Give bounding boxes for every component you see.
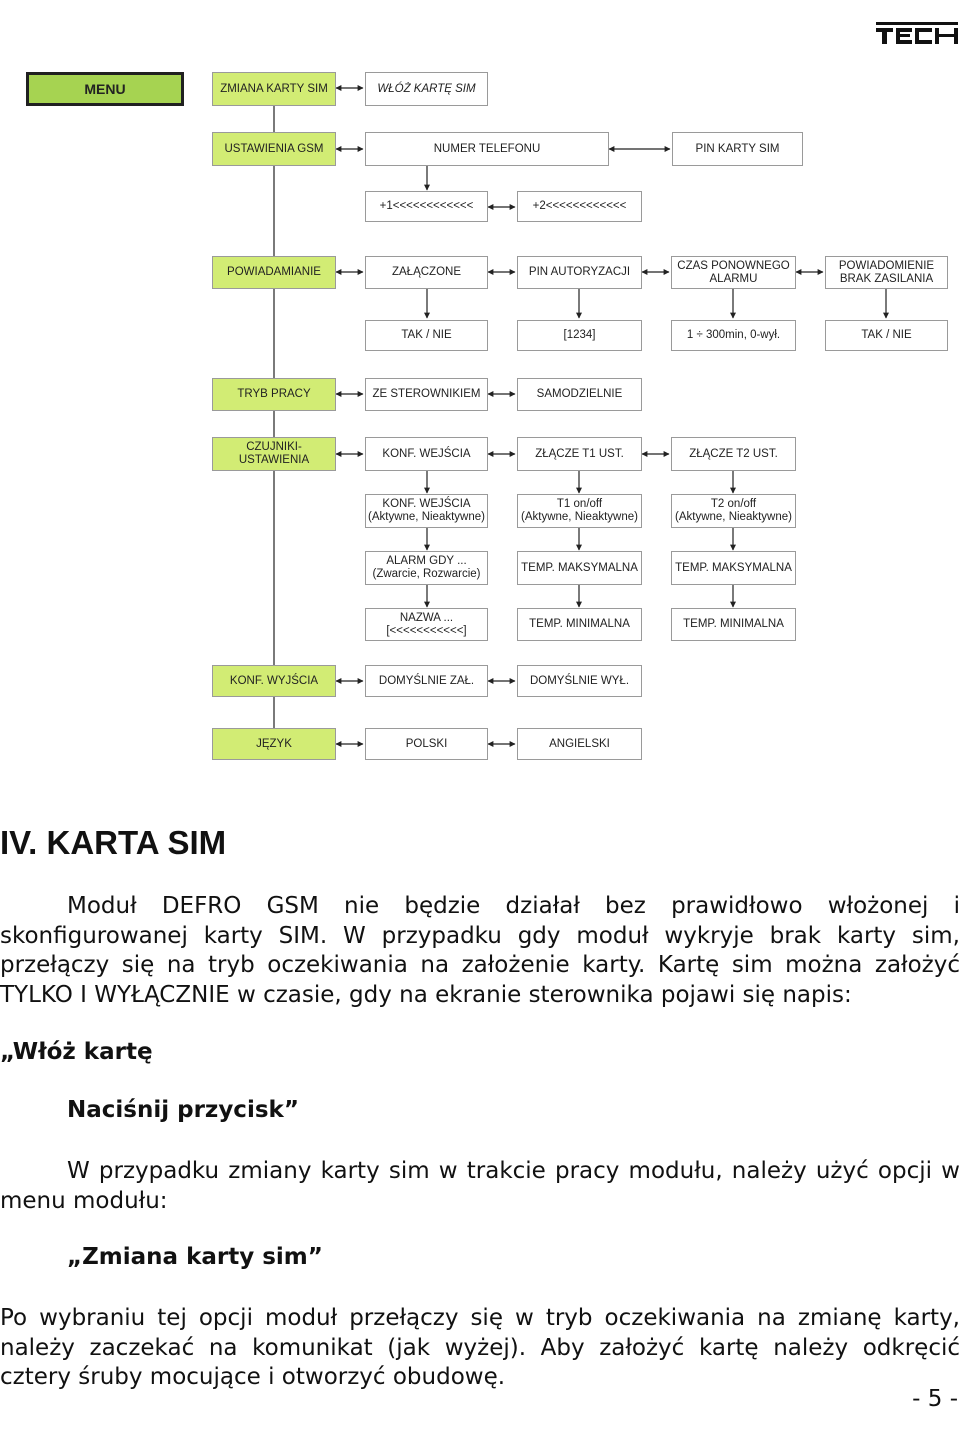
paragraph-1 xyxy=(0,892,960,1010)
pin-value-box: [1234] xyxy=(517,320,642,351)
page-number: - 5 - xyxy=(912,1386,958,1412)
polski-box: POLSKI xyxy=(365,728,488,760)
t2-onoff-box: T2 on/off (Aktywne, Nieaktywne) xyxy=(671,494,796,528)
domyslnie-wyl-box: DOMYŚLNIE WYŁ. xyxy=(517,665,642,697)
powiadamianie-box: POWIADAMIANIE xyxy=(212,256,336,289)
angielski-box: ANGIELSKI xyxy=(517,728,642,760)
jezyk-box: JĘZYK xyxy=(212,728,336,760)
zlacze-t2-box: ZŁĄCZE T2 UST. xyxy=(671,437,796,471)
samodzielnie-box: SAMODZIELNIE xyxy=(517,378,642,411)
paragraph-1-text: Moduł DEFRO GSM nie będzie działał bez prawidłowo włożonej i skonfigurowanej karty SIM. W przypadku gdy moduł wykryje brak karty sim, przełączy się na tryb oczekiwania na założenie karty. Kartę sim można założyć TYLKO I WYŁĄCZNIE w czasie, gdy na ekranie sterownika pojawi się napis: xyxy=(0,893,960,1008)
paragraph-2-text: W przypadku zmiany karty sim w trakcie pracy modułu, należy użyć opcji w menu modułu: xyxy=(0,1158,960,1214)
czas-ponownego-alarmu-box: CZAS PONOWNEGO ALARMU xyxy=(671,256,796,289)
temp-max-t2-box: TEMP. MAKSYMALNA xyxy=(671,551,796,585)
wloz-karte-sim-box: WŁÓŻ KARTĘ SIM xyxy=(365,72,488,106)
zmiana-karty-sim-box: ZMIANA KARTY SIM xyxy=(212,72,336,106)
phone-number-1-box: +1<<<<<<<<<<<< xyxy=(365,191,488,222)
menu-option-name: „Zmiana karty sim” xyxy=(67,1244,323,1270)
czujniki-ustawienia-box: CZUJNIKI- USTAWIENIA xyxy=(212,437,336,471)
screen-message-line-1: „Włóż kartę xyxy=(0,1039,153,1065)
paragraph-2 xyxy=(0,1157,960,1216)
phone-number-2-box: +2<<<<<<<<<<<< xyxy=(517,191,642,222)
section-heading: IV. KARTA SIM xyxy=(0,824,227,861)
zlacze-t1-box: ZŁĄCZE T1 UST. xyxy=(517,437,642,471)
menu-box: MENU xyxy=(26,72,184,106)
temp-min-t2-box: TEMP. MINIMALNA xyxy=(671,608,796,641)
konf-wejscia-box: KONF. WEJŚCIA xyxy=(365,437,488,471)
tak-nie-box-1: TAK / NIE xyxy=(365,320,488,351)
ustawienia-gsm-box: USTAWIENIA GSM xyxy=(212,132,336,166)
alarm-gdy-box: ALARM GDY ... (Zwarcie, Rozwarcie) xyxy=(365,551,488,585)
domyslnie-zal-box: DOMYŚLNIE ZAŁ. xyxy=(365,665,488,697)
paragraph-3: Po wybraniu tej opcji moduł przełączy się w tryb oczekiwania na zmianę karty, należy zaczekać na komunikat (jak wyżej). Aby założyć kartę należy odkręcić cztery śruby mocujące i otworzyć obudowę. xyxy=(0,1305,960,1390)
temp-min-t1-box: TEMP. MINIMALNA xyxy=(517,608,642,641)
temp-max-t1-box: TEMP. MAKSYMALNA xyxy=(517,551,642,585)
nazwa-box: NAZWA ... [<<<<<<<<<<<] xyxy=(365,608,488,641)
screen-message-line-2: Naciśnij przycisk” xyxy=(67,1097,299,1123)
powiadomienie-brak-zasilania-box: POWIADOMIENIE BRAK ZASILANIA xyxy=(825,256,948,289)
konf-wejscia-aktywne-box: KONF. WEJŚCIA (Aktywne, Nieaktywne) xyxy=(365,494,488,528)
numer-telefonu-box: NUMER TELEFONU xyxy=(365,132,609,166)
pin-autoryzacji-box: PIN AUTORYZACJI xyxy=(517,256,642,289)
t1-onoff-box: T1 on/off (Aktywne, Nieaktywne) xyxy=(517,494,642,528)
zalaczone-box: ZAŁĄCZONE xyxy=(365,256,488,289)
ze-sterownikiem-box: ZE STEROWNIKIEM xyxy=(365,378,488,411)
czas-value-box: 1 ÷ 300min, 0-wył. xyxy=(671,320,796,351)
konf-wyjscia-box: KONF. WYJŚCIA xyxy=(212,665,336,697)
pin-karty-sim-box: PIN KARTY SIM xyxy=(672,132,803,166)
tak-nie-box-2: TAK / NIE xyxy=(825,320,948,351)
tryb-pracy-box: TRYB PRACY xyxy=(212,378,336,411)
